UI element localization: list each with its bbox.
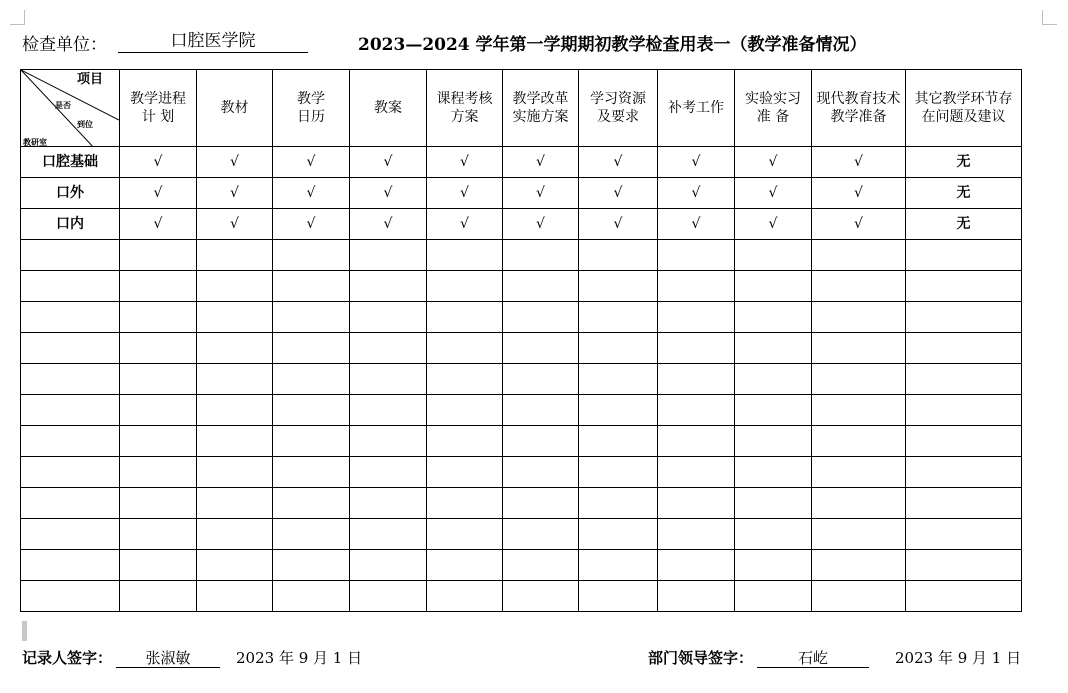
empty-cell[interactable]: [350, 395, 427, 426]
check-cell[interactable]: [197, 178, 273, 209]
check-mark-icon: √: [306, 216, 316, 232]
empty-cell[interactable]: [579, 426, 658, 457]
check-cell[interactable]: [350, 178, 427, 209]
empty-table-row: [21, 581, 1022, 612]
check-cell[interactable]: [120, 209, 197, 240]
table-row: [21, 178, 1022, 209]
empty-cell[interactable]: [273, 519, 350, 550]
empty-cell[interactable]: [120, 581, 197, 612]
empty-cell[interactable]: [350, 271, 427, 302]
empty-cell[interactable]: [812, 271, 906, 302]
office-name-cell: 口腔基础: [21, 147, 120, 178]
column-header-line: 准 备: [756, 109, 790, 125]
empty-cell[interactable]: [579, 488, 658, 519]
empty-cell[interactable]: [21, 302, 120, 333]
empty-cell[interactable]: [503, 550, 579, 581]
empty-cell[interactable]: [197, 302, 273, 333]
check-cell[interactable]: [735, 209, 812, 240]
empty-cell[interactable]: [658, 550, 735, 581]
empty-cell[interactable]: [350, 302, 427, 333]
empty-cell[interactable]: [579, 457, 658, 488]
empty-cell[interactable]: [812, 550, 906, 581]
empty-cell[interactable]: [120, 240, 197, 271]
empty-table-row: [21, 519, 1022, 550]
empty-cell[interactable]: [273, 457, 350, 488]
check-cell[interactable]: [579, 209, 658, 240]
empty-cell[interactable]: [273, 395, 350, 426]
check-mark-icon: √: [460, 216, 469, 232]
empty-cell[interactable]: [735, 333, 812, 364]
empty-cell[interactable]: [197, 271, 273, 302]
empty-cell[interactable]: [579, 364, 658, 395]
empty-cell[interactable]: [273, 550, 350, 581]
inspection-unit-value[interactable]: 口腔医学院: [118, 30, 308, 53]
empty-cell[interactable]: [658, 426, 735, 457]
column-header-7: [579, 70, 658, 147]
check-mark-icon: √: [460, 185, 469, 201]
empty-cell[interactable]: [21, 333, 120, 364]
empty-cell[interactable]: [427, 395, 503, 426]
empty-cell[interactable]: [579, 240, 658, 271]
column-header-4: [350, 70, 427, 147]
column-header-2: [197, 70, 273, 147]
empty-cell[interactable]: [503, 364, 579, 395]
empty-cell[interactable]: [427, 333, 503, 364]
check-mark-icon: √: [306, 185, 316, 201]
empty-cell[interactable]: [427, 302, 503, 333]
check-mark-icon: √: [230, 154, 239, 170]
column-header-line: 教案: [374, 100, 402, 116]
column-header-line: 计 划: [141, 109, 175, 125]
empty-cell[interactable]: [906, 426, 1022, 457]
check-mark-icon: √: [854, 154, 863, 170]
check-mark-icon: √: [691, 216, 701, 232]
check-cell[interactable]: [427, 147, 503, 178]
empty-cell[interactable]: [579, 581, 658, 612]
table-header-row: [21, 70, 1022, 147]
empty-cell[interactable]: [658, 364, 735, 395]
check-mark-icon: √: [854, 216, 863, 232]
column-header-line: 其它教学环节存: [914, 91, 1013, 107]
check-cell[interactable]: [427, 178, 503, 209]
check-cell[interactable]: [197, 147, 273, 178]
empty-cell[interactable]: [735, 364, 812, 395]
column-header-5: [427, 70, 503, 147]
corner-office-label: 教研室: [23, 137, 47, 147]
inspection-table: [20, 69, 1022, 612]
empty-cell[interactable]: [273, 271, 350, 302]
corner-arrive-label: 到位: [77, 119, 93, 129]
check-mark-icon: √: [691, 185, 701, 201]
empty-cell[interactable]: [503, 240, 579, 271]
empty-cell[interactable]: [658, 581, 735, 612]
empty-cell[interactable]: [812, 488, 906, 519]
empty-table-row: [21, 333, 1022, 364]
empty-cell[interactable]: [120, 519, 197, 550]
empty-cell[interactable]: [658, 395, 735, 426]
empty-cell[interactable]: [197, 457, 273, 488]
empty-cell[interactable]: [197, 426, 273, 457]
empty-cell[interactable]: [658, 519, 735, 550]
empty-cell[interactable]: [120, 364, 197, 395]
check-cell[interactable]: [350, 147, 427, 178]
recorder-name[interactable]: 张淑敏: [116, 649, 220, 668]
column-header-line: 教学进程: [130, 91, 186, 107]
empty-cell[interactable]: [735, 488, 812, 519]
check-cell[interactable]: [273, 178, 350, 209]
recorder-label: 记录人签字：: [22, 649, 113, 667]
check-mark-icon: √: [153, 185, 163, 201]
empty-cell[interactable]: [906, 240, 1022, 271]
recorder-date: 2023 年 9 月 1 日: [236, 649, 363, 667]
document-header: [22, 30, 1022, 56]
empty-cell[interactable]: [503, 581, 579, 612]
empty-table-row: [21, 364, 1022, 395]
empty-cell[interactable]: [658, 457, 735, 488]
empty-cell[interactable]: [735, 550, 812, 581]
empty-cell[interactable]: [197, 240, 273, 271]
corner-yes-no-label: 是否: [55, 100, 71, 110]
check-mark-icon: √: [306, 154, 316, 170]
empty-cell[interactable]: [197, 519, 273, 550]
empty-cell[interactable]: [427, 488, 503, 519]
empty-cell[interactable]: [812, 457, 906, 488]
empty-cell[interactable]: [812, 302, 906, 333]
empty-cell[interactable]: [906, 581, 1022, 612]
empty-cell[interactable]: [579, 271, 658, 302]
check-cell[interactable]: [812, 178, 906, 209]
check-cell[interactable]: [427, 209, 503, 240]
check-mark-icon: √: [383, 154, 393, 170]
leader-label: 部门领导签字：: [648, 649, 754, 667]
empty-table-row: [21, 457, 1022, 488]
column-header-10: [812, 70, 906, 147]
empty-cell[interactable]: [21, 550, 120, 581]
empty-cell[interactable]: [197, 333, 273, 364]
empty-cell[interactable]: [906, 550, 1022, 581]
page-corner-mark-left: [10, 10, 25, 25]
empty-cell[interactable]: [120, 302, 197, 333]
column-header-line: 实验实习: [745, 91, 801, 107]
empty-cell[interactable]: [503, 395, 579, 426]
empty-cell[interactable]: [735, 271, 812, 302]
check-cell[interactable]: [273, 209, 350, 240]
office-name-cell: 口内: [21, 209, 120, 240]
margin-bar: [22, 621, 27, 641]
empty-cell[interactable]: [579, 333, 658, 364]
empty-cell[interactable]: [812, 519, 906, 550]
empty-cell[interactable]: [906, 519, 1022, 550]
empty-cell[interactable]: [21, 581, 120, 612]
check-mark-icon: √: [768, 154, 778, 170]
check-mark-icon: √: [854, 185, 863, 201]
empty-cell[interactable]: [21, 271, 120, 302]
empty-cell[interactable]: [120, 271, 197, 302]
check-cell[interactable]: [658, 147, 735, 178]
empty-cell[interactable]: [906, 271, 1022, 302]
empty-cell[interactable]: [503, 519, 579, 550]
document-title: 2023—2024 学年第一学期期初教学检查用表一（教学准备情况）: [358, 35, 867, 55]
column-header-line: 日历: [297, 109, 325, 125]
diagonal-header-cell: [21, 70, 120, 147]
empty-cell[interactable]: [197, 488, 273, 519]
empty-cell[interactable]: [427, 581, 503, 612]
empty-cell[interactable]: [273, 302, 350, 333]
empty-cell[interactable]: [812, 364, 906, 395]
remark-cell[interactable]: 无: [906, 178, 1022, 209]
check-cell[interactable]: [503, 147, 579, 178]
empty-cell[interactable]: [350, 581, 427, 612]
empty-cell[interactable]: [503, 271, 579, 302]
column-header-line: 教学改革: [512, 91, 569, 107]
empty-cell[interactable]: [579, 550, 658, 581]
empty-cell[interactable]: [273, 240, 350, 271]
check-mark-icon: √: [153, 216, 163, 232]
empty-cell[interactable]: [427, 364, 503, 395]
empty-cell[interactable]: [427, 550, 503, 581]
empty-cell[interactable]: [906, 488, 1022, 519]
empty-cell[interactable]: [735, 457, 812, 488]
empty-cell[interactable]: [197, 550, 273, 581]
column-header-line: 教学准备: [830, 109, 887, 125]
leader-date: 2023 年 9 月 1 日: [895, 649, 1022, 667]
empty-cell[interactable]: [812, 333, 906, 364]
empty-cell[interactable]: [427, 240, 503, 271]
empty-cell[interactable]: [350, 364, 427, 395]
check-mark-icon: √: [153, 154, 163, 170]
check-mark-icon: √: [768, 185, 778, 201]
empty-cell[interactable]: [120, 333, 197, 364]
check-cell[interactable]: [197, 209, 273, 240]
empty-cell[interactable]: [273, 333, 350, 364]
empty-cell[interactable]: [273, 581, 350, 612]
empty-cell[interactable]: [735, 395, 812, 426]
empty-cell[interactable]: [427, 426, 503, 457]
empty-cell[interactable]: [906, 457, 1022, 488]
column-header-3: [273, 70, 350, 147]
check-cell[interactable]: [658, 209, 735, 240]
column-header-line: 教学: [297, 91, 325, 107]
empty-cell[interactable]: [350, 333, 427, 364]
check-mark-icon: √: [613, 154, 623, 170]
check-cell[interactable]: [273, 147, 350, 178]
empty-cell[interactable]: [579, 395, 658, 426]
leader-signature-block: [648, 647, 1021, 668]
empty-cell[interactable]: [273, 426, 350, 457]
empty-cell[interactable]: [735, 426, 812, 457]
check-mark-icon: √: [230, 216, 239, 232]
empty-cell[interactable]: [812, 395, 906, 426]
check-cell[interactable]: [579, 147, 658, 178]
column-header-6: [503, 70, 579, 147]
column-header-line: 方案: [450, 109, 479, 125]
empty-cell[interactable]: [503, 426, 579, 457]
empty-table-row: [21, 240, 1022, 271]
recorder-signature-block: [22, 647, 362, 668]
empty-cell[interactable]: [658, 302, 735, 333]
empty-cell[interactable]: [812, 240, 906, 271]
table-row: [21, 209, 1022, 240]
check-mark-icon: √: [536, 154, 545, 170]
empty-cell[interactable]: [658, 240, 735, 271]
empty-table-row: [21, 271, 1022, 302]
check-mark-icon: √: [768, 216, 778, 232]
empty-cell[interactable]: [658, 271, 735, 302]
empty-cell[interactable]: [21, 519, 120, 550]
empty-cell[interactable]: [503, 488, 579, 519]
empty-cell[interactable]: [350, 426, 427, 457]
empty-cell[interactable]: [503, 302, 579, 333]
column-header-line: 教材: [220, 100, 249, 116]
check-cell[interactable]: [350, 209, 427, 240]
empty-cell[interactable]: [120, 550, 197, 581]
column-header-1: [120, 70, 197, 147]
empty-cell[interactable]: [350, 488, 427, 519]
check-mark-icon: √: [536, 185, 545, 201]
empty-cell[interactable]: [427, 457, 503, 488]
column-header-line: 课程考核: [436, 91, 493, 107]
empty-table-row: [21, 395, 1022, 426]
column-header-line: 现代教育技术: [816, 91, 901, 107]
column-header-11: [906, 70, 1022, 147]
empty-cell[interactable]: [812, 581, 906, 612]
empty-cell[interactable]: [427, 271, 503, 302]
corner-item-label: 项目: [76, 72, 103, 87]
empty-table-row: [21, 550, 1022, 581]
check-cell[interactable]: [735, 147, 812, 178]
empty-table-row: [21, 488, 1022, 519]
empty-cell[interactable]: [273, 488, 350, 519]
column-header-line: 学习资源: [590, 91, 646, 107]
check-mark-icon: √: [691, 154, 701, 170]
empty-table-row: [21, 302, 1022, 333]
empty-cell[interactable]: [21, 240, 120, 271]
empty-cell[interactable]: [503, 457, 579, 488]
check-cell[interactable]: [812, 147, 906, 178]
empty-cell[interactable]: [579, 519, 658, 550]
check-cell[interactable]: [658, 178, 735, 209]
empty-cell[interactable]: [579, 302, 658, 333]
office-name-cell: 口外: [21, 178, 120, 209]
empty-cell[interactable]: [735, 581, 812, 612]
check-cell[interactable]: [120, 147, 197, 178]
empty-cell[interactable]: [812, 426, 906, 457]
page-corner-mark-right: [1042, 10, 1057, 25]
empty-cell[interactable]: [21, 395, 120, 426]
empty-cell[interactable]: [906, 302, 1022, 333]
remark-cell[interactable]: 无: [906, 147, 1022, 178]
empty-cell[interactable]: [906, 395, 1022, 426]
check-mark-icon: √: [460, 154, 469, 170]
check-cell[interactable]: [503, 209, 579, 240]
empty-cell[interactable]: [735, 240, 812, 271]
empty-cell[interactable]: [21, 457, 120, 488]
empty-cell[interactable]: [735, 519, 812, 550]
empty-cell[interactable]: [350, 550, 427, 581]
empty-cell[interactable]: [120, 488, 197, 519]
check-mark-icon: √: [383, 185, 393, 201]
empty-cell[interactable]: [197, 364, 273, 395]
empty-cell[interactable]: [735, 302, 812, 333]
empty-cell[interactable]: [21, 488, 120, 519]
check-cell[interactable]: [503, 178, 579, 209]
empty-cell[interactable]: [197, 395, 273, 426]
remark-cell[interactable]: 无: [906, 209, 1022, 240]
column-header-9: [735, 70, 812, 147]
column-header-8: [658, 70, 735, 147]
table-row: [21, 147, 1022, 178]
empty-cell[interactable]: [658, 488, 735, 519]
check-mark-icon: √: [230, 185, 239, 201]
empty-cell[interactable]: [906, 364, 1022, 395]
check-cell[interactable]: [120, 178, 197, 209]
empty-cell[interactable]: [197, 581, 273, 612]
check-cell[interactable]: [735, 178, 812, 209]
column-header-line: 在问题及建议: [921, 109, 1006, 125]
empty-cell[interactable]: [503, 333, 579, 364]
empty-cell[interactable]: [658, 333, 735, 364]
empty-cell[interactable]: [906, 333, 1022, 364]
empty-cell[interactable]: [120, 395, 197, 426]
empty-cell[interactable]: [273, 364, 350, 395]
empty-cell[interactable]: [21, 426, 120, 457]
check-mark-icon: √: [613, 185, 623, 201]
check-cell[interactable]: [579, 178, 658, 209]
check-cell[interactable]: [812, 209, 906, 240]
empty-cell[interactable]: [21, 364, 120, 395]
empty-table-row: [21, 426, 1022, 457]
leader-name[interactable]: 石屹: [757, 649, 869, 668]
column-header-line: 补考工作: [668, 100, 724, 116]
check-mark-icon: √: [383, 216, 393, 232]
empty-cell[interactable]: [427, 519, 503, 550]
inspection-unit-label: 检查单位：: [22, 35, 107, 55]
check-mark-icon: √: [536, 216, 545, 232]
column-header-line: 实施方案: [512, 109, 569, 125]
empty-cell[interactable]: [350, 240, 427, 271]
check-mark-icon: √: [613, 216, 623, 232]
column-header-line: 及要求: [597, 109, 639, 125]
empty-cell[interactable]: [120, 426, 197, 457]
empty-cell[interactable]: [120, 457, 197, 488]
empty-cell[interactable]: [350, 519, 427, 550]
empty-cell[interactable]: [350, 457, 427, 488]
